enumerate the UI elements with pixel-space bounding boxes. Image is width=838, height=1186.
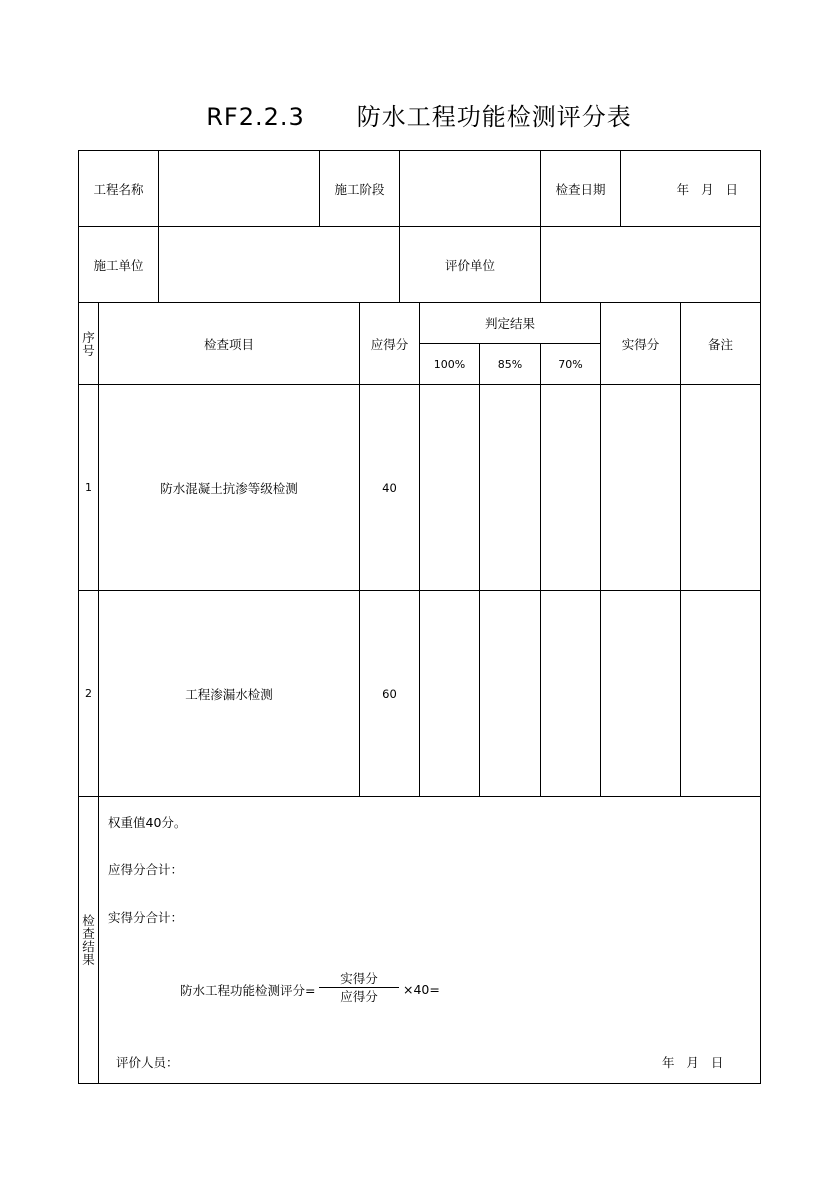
- row-1-no: 1: [85, 481, 92, 494]
- construction-unit-value[interactable]: [159, 227, 399, 302]
- column-actual-score: 实得分: [621, 336, 660, 352]
- form-title: 防水工程功能检测评分表: [356, 103, 632, 131]
- result-char-2: 查: [82, 926, 95, 941]
- column-100: 100%: [433, 357, 466, 371]
- seq-char-1: 序: [82, 329, 95, 345]
- evaluation-date[interactable]: 年 月 日: [662, 1055, 724, 1070]
- should-total-label: 应得分合计：: [108, 862, 184, 877]
- evaluation-unit-value[interactable]: [541, 227, 760, 302]
- form-code: RF2.2.3: [206, 103, 305, 131]
- column-judgement: 判定结果: [484, 316, 535, 331]
- evaluation-unit-label: 评价单位: [444, 257, 495, 273]
- formula-fraction: [319, 971, 399, 1004]
- row-1-score: 40: [382, 480, 397, 495]
- seq-char-2: 号: [82, 342, 95, 358]
- evaluator-label: 评价人员：: [116, 1055, 179, 1070]
- result-char-1: 检: [82, 913, 95, 928]
- formula-numerator: 实得分: [340, 971, 378, 986]
- row-2-score: 60: [382, 686, 397, 701]
- row-2-no: 2: [85, 687, 92, 700]
- check-date-label: 检查日期: [555, 181, 606, 197]
- column-seq: [79, 303, 98, 384]
- column-85: 85%: [497, 357, 523, 371]
- stage-value[interactable]: [400, 151, 540, 226]
- column-70: 70%: [558, 357, 583, 371]
- project-name-value[interactable]: [159, 151, 319, 226]
- formula-denominator: 应得分: [340, 989, 378, 1004]
- row-2-item: 工程渗漏水检测: [185, 686, 273, 702]
- column-item: 检查项目: [203, 336, 254, 352]
- formula-prefix: 防水工程功能检测评分=: [180, 983, 316, 998]
- actual-total-label: 实得分合计：: [108, 910, 184, 925]
- stage-label: 施工阶段: [334, 181, 385, 197]
- column-remark: 备注: [707, 336, 733, 352]
- result-label: [79, 797, 98, 1083]
- fraction-bar: [319, 987, 399, 988]
- check-date-value[interactable]: 年 月 日: [676, 181, 738, 197]
- column-should-score: 应得分: [370, 336, 409, 352]
- formula-suffix: ×40=: [403, 982, 440, 997]
- result-char-3: 结: [82, 939, 95, 954]
- result-char-4: 果: [82, 952, 95, 967]
- project-name-label: 工程名称: [93, 181, 144, 197]
- weight-text: 权重值40分。: [108, 815, 187, 830]
- row-1-item: 防水混凝土抗渗等级检测: [160, 480, 298, 496]
- construction-unit-label: 施工单位: [93, 257, 144, 273]
